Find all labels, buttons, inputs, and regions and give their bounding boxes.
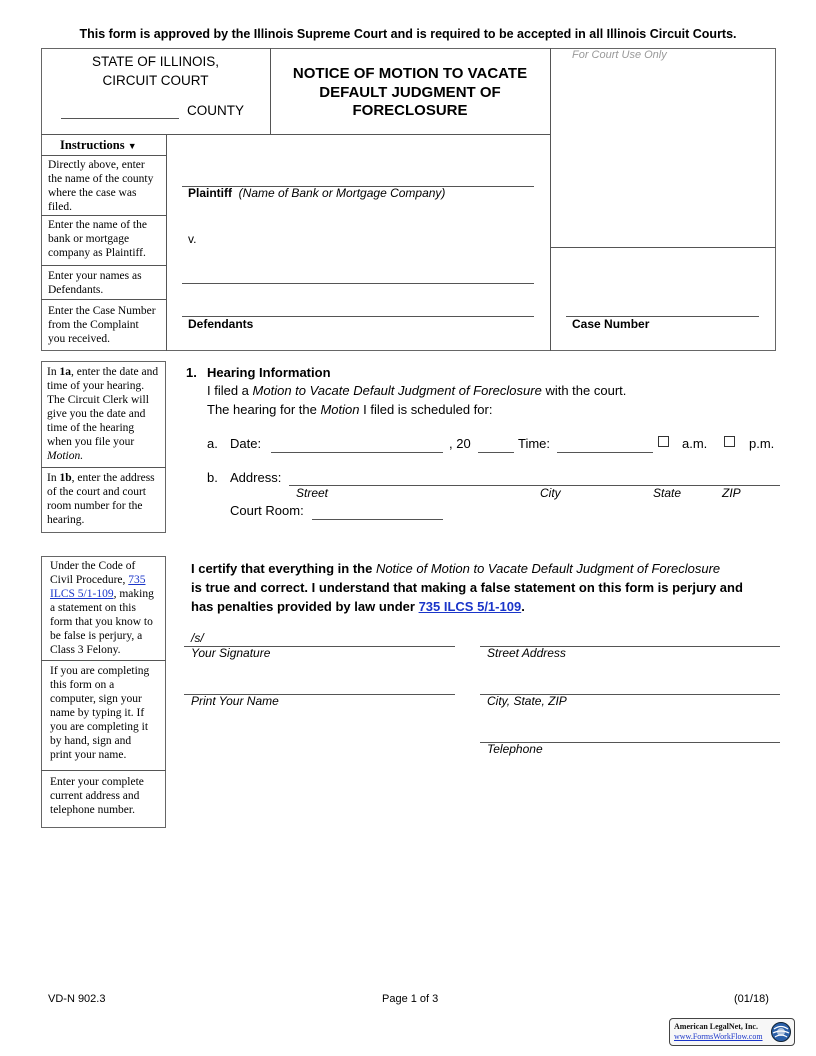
city-state-zip-input[interactable]	[480, 677, 780, 693]
instr-sign-name: If you are completing this form on a computer, sign your name by typing it. If you are completing it by hand, sign and print your name.	[50, 665, 150, 761]
time-label: Time:	[518, 436, 551, 451]
city-sublabel: City	[540, 486, 561, 500]
defendants-label: Defendants	[188, 317, 254, 331]
section-1-number: 1.	[186, 365, 197, 380]
year-prefix: , 20	[449, 436, 471, 451]
street-sublabel: Street	[296, 486, 329, 500]
instr-hearing-date: In 1a, enter the date and time of your hearing. The Circuit Clerk will give you the date and time of the hearing when you file your Motion.	[47, 366, 159, 462]
plaintiff-hint: (Name of Bank or Mortgage Company)	[238, 186, 446, 200]
defendant-input-1[interactable]	[182, 265, 534, 281]
hearing-date-input[interactable]	[271, 434, 443, 450]
revision-date: (01/18)	[734, 993, 769, 1005]
court-address-input[interactable]	[289, 467, 780, 483]
state-name: STATE OF ILLINOIS,	[91, 54, 220, 69]
instr-plaintiff: Enter the name of the bank or mortgage company as Plaintiff.	[48, 219, 147, 259]
your-signature-label: Your Signature	[191, 646, 271, 660]
court-name: CIRCUIT COURT	[102, 73, 209, 88]
versus-label: v.	[188, 232, 197, 246]
instr-county: Directly above, enter the name of the county where the case was filed.	[48, 159, 154, 213]
triangle-down-icon: ▼	[127, 141, 137, 151]
page-number: Page 1 of 3	[382, 993, 439, 1005]
state-sublabel: State	[653, 486, 682, 500]
approval-notice: This form is approved by the Illinois Supreme Court and is required to be accepted in all Illinois Circuit Courts.	[79, 27, 737, 41]
pm-label: p.m.	[749, 436, 775, 451]
plaintiff-label-row	[188, 186, 445, 200]
am-checkbox[interactable]	[658, 436, 669, 447]
title-line: DEFAULT JUDGMENT OF	[319, 83, 501, 101]
date-label: Date:	[230, 436, 262, 451]
certification-text: I certify that everything in the Notice of Motion to Vacate Default Judgment of Foreclosure is true and correct. I understand that making a false statement on this form is perjury and has penalties provided by law under 735 ILCS 5/1-109.	[191, 561, 743, 614]
title-line: FORECLOSURE	[352, 102, 468, 119]
statute-link[interactable]: 735 ILCS 5/1-109	[418, 599, 522, 614]
plaintiff-input[interactable]	[182, 168, 534, 184]
case-number-label: Case Number	[572, 317, 650, 331]
am-label: a.m.	[682, 436, 708, 451]
legalnet-logo[interactable]	[669, 1018, 795, 1046]
county-input[interactable]	[61, 100, 179, 116]
globe-icon	[770, 1021, 792, 1043]
form-title	[270, 65, 550, 121]
hearing-line-2: The hearing for the Motion I filed is scheduled for:	[207, 402, 493, 417]
instr-perjury: Under the Code of Civil Procedure, 735 ILCS 5/1-109, making a statement on this form that you know to be false is perjury, a Class 3 Felony.	[50, 560, 154, 656]
statute-link[interactable]: 735	[128, 574, 146, 586]
address-label: Address:	[230, 470, 282, 485]
court-heading	[41, 52, 270, 90]
print-name-label: Print Your Name	[191, 694, 279, 708]
court-room-input[interactable]	[312, 502, 443, 518]
instructions-heading	[60, 138, 137, 153]
zip-sublabel: ZIP	[722, 486, 741, 500]
defendant-input-2[interactable]	[182, 298, 534, 314]
pm-checkbox[interactable]	[724, 436, 735, 447]
instr-defendants: Enter your names as Defendants.	[48, 270, 142, 296]
item-a-marker: a.	[207, 436, 218, 451]
court-room-label: Court Room:	[230, 503, 304, 518]
signature-prefix: /s/	[191, 631, 204, 645]
street-address-label: Street Address	[487, 646, 566, 660]
title-line: NOTICE OF MOTION TO VACATE	[292, 65, 528, 82]
court-use-label: For Court Use Only	[572, 49, 667, 61]
section-1-title: Hearing Information	[207, 365, 331, 380]
plaintiff-label: Plaintiff	[188, 186, 232, 200]
item-b-marker: b.	[207, 470, 218, 485]
telephone-input[interactable]	[480, 725, 780, 741]
hearing-year-input[interactable]	[478, 434, 514, 450]
telephone-label: Telephone	[487, 742, 543, 756]
signature-input[interactable]	[208, 629, 454, 645]
hearing-time-input[interactable]	[557, 434, 653, 450]
instructions-heading-text: Instructions	[60, 138, 125, 152]
street-address-input[interactable]	[480, 629, 780, 645]
city-state-zip-label: City, State, ZIP	[487, 694, 567, 708]
instr-case-number: Enter the Case Number from the Complaint you received.	[48, 305, 156, 345]
form-id: VD-N 902.3	[48, 993, 106, 1005]
print-name-input[interactable]	[184, 677, 455, 693]
county-label: COUNTY	[187, 103, 244, 118]
statute-link[interactable]: ILCS 5/1-109	[50, 588, 114, 600]
instr-address: Enter your complete current address and telephone number.	[50, 776, 144, 816]
logo-url: www.FormsWorkFlow.com	[674, 1032, 763, 1041]
logo-company: American LegalNet, Inc.	[674, 1022, 758, 1031]
hearing-line-1: I filed a Motion to Vacate Default Judgment of Foreclosure with the court.	[207, 383, 627, 398]
case-number-input[interactable]	[566, 298, 759, 314]
instr-hearing-address: In 1b, enter the address of the court and court room number for the hearing.	[47, 472, 155, 526]
